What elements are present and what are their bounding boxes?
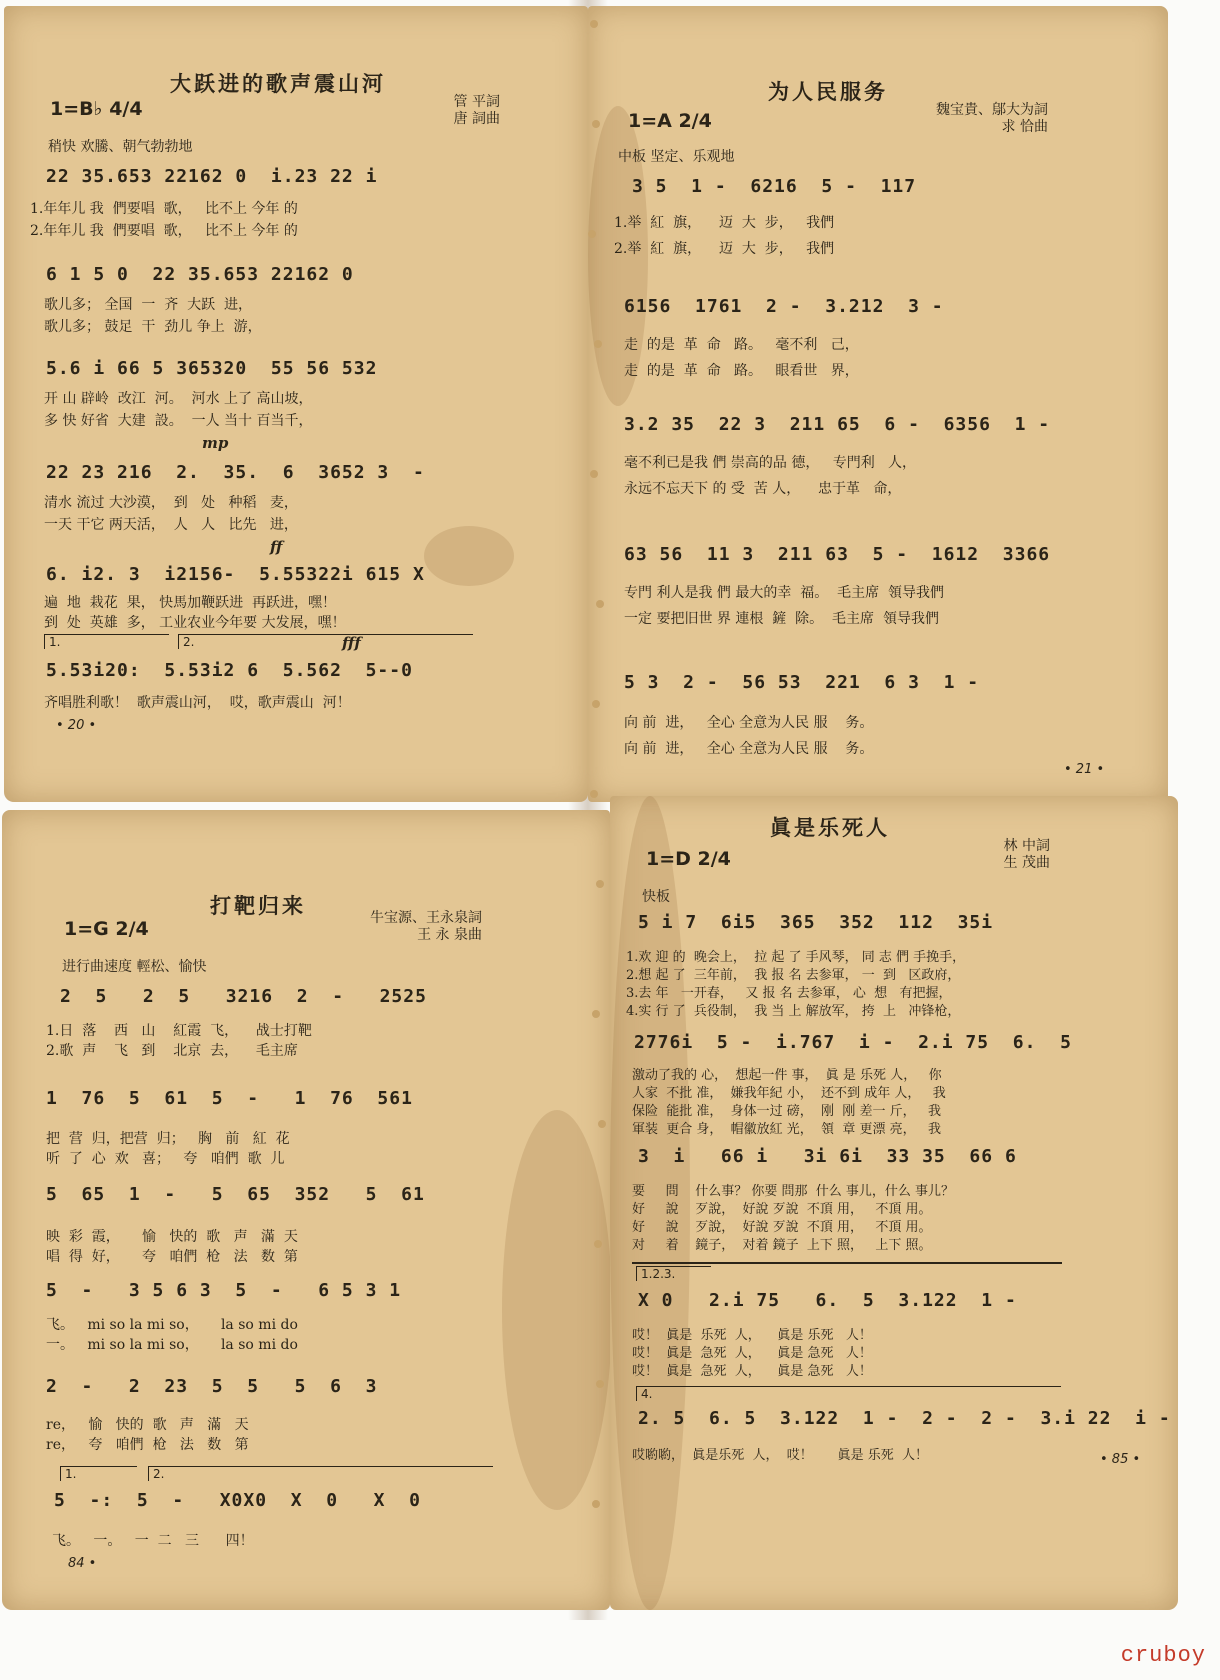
watermark: cruboy	[1120, 1643, 1206, 1668]
lyric-line: 走 的是 革 命 路。 毫不利 己，	[624, 337, 859, 353]
lyric-line: 歌儿多； 鼓足 干 劲儿 争上 游，	[44, 319, 262, 335]
credit-line: 魏宝貴、鄔大为詞	[936, 102, 1048, 118]
notation-line: 5.6 i 66 5 365320 55 56 532	[46, 358, 378, 379]
binding-hole	[590, 470, 598, 478]
notation-line: 6 1 5 0 22 35.653 22162 0	[46, 264, 354, 285]
dynamic-mark: fff	[342, 634, 361, 652]
binding-hole	[596, 880, 604, 888]
volta-bracket: 2.	[148, 1466, 493, 1481]
lyric-line: 把 营 归，把营 归； 胸 前 紅 花	[46, 1131, 290, 1147]
section-rule	[632, 1262, 1062, 1264]
lyric-line: 好 說 歹說， 好說 歹說 不頂 用， 不頂 用。	[632, 1202, 932, 1217]
song-title: 打靶归来	[210, 894, 306, 918]
volta-bracket: 2.	[178, 634, 473, 649]
lyric-line: 1.举 紅 旗， 迈 大 步， 我們	[614, 215, 835, 231]
dynamic-mark: mp	[202, 434, 229, 452]
notation-line: 5 65 1 - 5 65 352 5 61	[46, 1184, 425, 1205]
lyric-line: 到 处 英雄 多， 工业农业今年要 大发展，嘿！	[44, 615, 346, 631]
lyric-line: 2.想 起 了 三年前， 我 报 名 去参軍， 一 到 区政府，	[626, 968, 961, 983]
page-21	[588, 6, 1168, 802]
lyric-line: 走 的是 革 命 路。 眼看世 界，	[624, 363, 859, 379]
credit-line: 生 茂曲	[1003, 855, 1050, 871]
lyric-line: 唱 得 好， 夸 咱們 枪 法 数 第	[46, 1249, 298, 1265]
notation-line: 2 5 2 5 3216 2 - 2525	[60, 986, 427, 1007]
tempo-marking: 中板 坚定、乐观地	[618, 149, 735, 165]
lyric-line: 映 彩 霞， 愉 快的 歌 声 滿 天	[46, 1229, 298, 1245]
lyric-line: 哎！ 眞是 急死 人， 眞是 急死 人！	[632, 1346, 872, 1361]
tempo-marking: 稍快 欢騰、朝气勃勃地	[48, 139, 193, 155]
notation-line: 5.53i20: 5.53i2 6 5.562 5--0	[46, 660, 413, 681]
song-title: 为人民服务	[768, 80, 888, 104]
lyric-line: 4.实 行 了 兵役制， 我 当 上 解放军， 挎 上 冲锋枪，	[626, 1004, 961, 1019]
binding-hole	[594, 340, 602, 348]
lyric-line: 好 說 歹說， 好說 歹說 不頂 用， 不頂 用。	[632, 1220, 932, 1235]
lyric-line: 要 問 什么事？ 你要 問那 什么 事儿，什么 事儿？	[632, 1184, 954, 1199]
paper-stain	[424, 526, 514, 586]
binding-hole	[594, 1240, 602, 1248]
notation-line: 3 i 66 i 3i 6i 33 35 66 6	[638, 1146, 1017, 1167]
lyric-line: 开 山 辟岭 改江 河。 河水 上了 高山坡，	[44, 391, 313, 407]
tempo-marking: 快板	[642, 889, 670, 905]
volta-bracket: 4.	[636, 1386, 1061, 1401]
binding-hole	[590, 20, 598, 28]
lyric-line: 哎！ 眞是 急死 人， 眞是 急死 人！	[632, 1364, 872, 1379]
notation-line: 2 - 2 23 5 5 5 6 3	[46, 1376, 378, 1397]
lyric-line: 毫不利已是我 們 崇高的品 德， 专門利 人，	[624, 455, 917, 471]
lyric-line: 永远不忘天下 的 受 苦 人， 忠于革 命，	[624, 481, 902, 497]
notation-line: 3 5 1 - 6216 5 - 117	[632, 176, 917, 197]
page-number: • 85 •	[1100, 1452, 1141, 1467]
lyric-line: 向 前 进， 全心 全意为人民 服 务。	[624, 715, 874, 731]
credit-line: 林 中詞	[1003, 838, 1050, 854]
notation-line: 6156 1761 2 - 3.212 3 -	[624, 296, 944, 317]
page-number: • 20 •	[56, 718, 97, 733]
lyric-line: 激动了我的 心， 想起一件 事， 眞 是 乐死 人， 你	[632, 1068, 942, 1083]
paper-stain	[502, 1110, 610, 1510]
binding-hole	[592, 700, 600, 708]
notation-line: 2. 5 6. 5 3.122 1 - 2 - 2 - 3.i 22 i -	[638, 1408, 1171, 1429]
lyric-line: 专門 利人是我 們 最大的幸 福。 毛主席 領导我們	[624, 585, 945, 601]
lyric-line: 一。 mi so la mi so， la so mi do	[46, 1337, 298, 1353]
notation-line: 22 35.653 22162 0 i.23 22 i	[46, 166, 378, 187]
binding-hole	[592, 1010, 600, 1018]
notation-line: 5 -: 5 - X0X0 X 0 X 0	[54, 1490, 421, 1511]
binding-hole	[590, 790, 598, 798]
binding-hole	[596, 600, 604, 608]
lyric-line: 遍 地 栽花 果， 快馬加鞭跃进 再跃进，嘿！	[44, 595, 337, 611]
song-title: 眞是乐死人	[770, 816, 890, 840]
lyricist-credit	[950, 838, 1050, 872]
lyric-line: 3.去 年 一开春， 又 报 名 去参軍， 心 想 有把握，	[626, 986, 952, 1001]
credit-line: 求 恰曲	[1001, 119, 1048, 135]
notation-line: 1 76 5 61 5 - 1 76 561	[46, 1088, 413, 1109]
lyric-line: 飞。 一。 一 二 三 四！	[52, 1533, 254, 1549]
lyric-line: 一天 干它 两天活， 人 人 比先 进，	[44, 517, 298, 533]
lyric-line: 哎喲喲， 眞是乐死 人， 哎！ 眞是 乐死 人！	[632, 1448, 928, 1463]
page-20	[4, 6, 588, 802]
notation-line: 6. i2. 3 i2156- 5.55322i 615 X	[46, 564, 425, 585]
lyric-line: 向 前 进， 全心 全意为人民 服 务。	[624, 741, 874, 757]
dynamic-mark: ff	[270, 538, 283, 556]
lyric-line: 清水 流过 大沙漠， 到 处 种稻 麦，	[44, 495, 298, 511]
lyricist-credit	[342, 910, 482, 944]
lyric-line: 2.歌 声 飞 到 北京 去， 毛主席	[46, 1043, 298, 1059]
binding-hole	[598, 1120, 606, 1128]
page-84	[2, 810, 610, 1610]
binding-hole	[596, 1380, 604, 1388]
notation-line: 22 23 216 2. 35. 6 3652 3 -	[46, 462, 425, 483]
lyric-line: 多 快 好省 大建 設。 一人 当十 百当千，	[44, 413, 313, 429]
lyric-line: 对 着 鏡子， 对着 鏡子 上下 照， 上下 照。	[632, 1238, 932, 1253]
key-signature: 1=B♭ 4/4	[50, 98, 143, 120]
lyric-line: 1.欢 迎 的 晚会上， 拉 起 了 手风琴， 同 志 們 手挽手，	[626, 950, 966, 965]
volta-bracket: 1.	[60, 1466, 137, 1481]
lyric-line: 哎！ 眞是 乐死 人， 眞是 乐死 人！	[632, 1328, 872, 1343]
lyric-line: 歌儿多； 全国 一 齐 大跃 进，	[44, 297, 253, 313]
song-title: 大跃进的歌声震山河	[170, 72, 386, 96]
lyricist-credit	[908, 102, 1048, 136]
binding-hole	[592, 120, 600, 128]
credit-line: 唐 詞曲	[453, 111, 500, 127]
lyric-line: 听 了 心 欢 喜； 夸 咱們 歌 儿	[46, 1151, 285, 1167]
lyric-line: 1.日 落 西 山 紅霞 飞， 战士打靶	[46, 1023, 312, 1039]
notation-line: 5 3 2 - 56 53 221 6 3 1 -	[624, 672, 980, 693]
page-number: 84 •	[68, 1556, 97, 1571]
page-85	[610, 796, 1178, 1610]
lyricist-credit	[400, 94, 500, 128]
notation-line: 5 - 3 5 6 3 5 - 6 5 3 1	[46, 1280, 402, 1301]
lyric-line: 1.年年儿 我 們要唱 歌， 比不上 今年 的	[30, 201, 298, 217]
lyric-line: re， 夸 咱們 枪 法 数 第	[46, 1437, 249, 1453]
volta-bracket: 1.	[44, 634, 169, 649]
notation-line: 3.2 35 22 3 211 65 6 - 6356 1 -	[624, 414, 1051, 435]
credit-line: 王 永 泉曲	[417, 927, 482, 943]
notation-line: 2776i 5 - i.767 i - 2.i 75 6. 5	[634, 1032, 1072, 1053]
lyric-line: 軍装 更合 身， 帽徽放紅 光， 領 章 更漂 亮， 我	[632, 1122, 941, 1137]
lyric-line: 2.年年儿 我 們要唱 歌， 比不上 今年 的	[30, 223, 298, 239]
lyric-line: 齐唱胜利歌！ 歌声震山河， 哎，歌声震山 河！	[44, 695, 351, 711]
credit-line: 管 平詞	[453, 94, 500, 110]
volta-bracket: 1.2.3.	[636, 1266, 711, 1281]
lyric-line: 保险 能批 准， 身体一过 磅， 刚 刚 差一 斤， 我	[632, 1104, 941, 1119]
notation-line: X 0 2.i 75 6. 5 3.122 1 -	[638, 1290, 1017, 1311]
key-signature: 1=D 2/4	[646, 848, 731, 870]
notation-line: 5 i 7 6i5 365 352 112 35i	[638, 912, 994, 933]
binding-hole	[592, 1500, 600, 1508]
lyric-line: 一定 要把旧世 界 連根 鏟 除。 毛主席 領导我們	[624, 611, 939, 627]
key-signature: 1=A 2/4	[628, 110, 712, 132]
lyric-line: 飞。 mi so la mi so， la so mi do	[46, 1317, 298, 1333]
credit-line: 牛宝源、王永泉詞	[370, 910, 482, 926]
tempo-marking: 进行曲速度 輕松、愉快	[62, 959, 207, 975]
lyric-line: 人家 不批 准， 嫌我年紀 小， 还不到 成年 人， 我	[632, 1086, 946, 1101]
notation-line: 63 56 11 3 211 63 5 - 1612 3366	[624, 544, 1051, 565]
binding-hole	[588, 230, 596, 238]
page-number: • 21 •	[1064, 762, 1105, 777]
lyric-line: re， 愉 快的 歌 声 滿 天	[46, 1417, 249, 1433]
key-signature: 1=G 2/4	[64, 918, 149, 940]
lyric-line: 2.举 紅 旗， 迈 大 步， 我們	[614, 241, 835, 257]
